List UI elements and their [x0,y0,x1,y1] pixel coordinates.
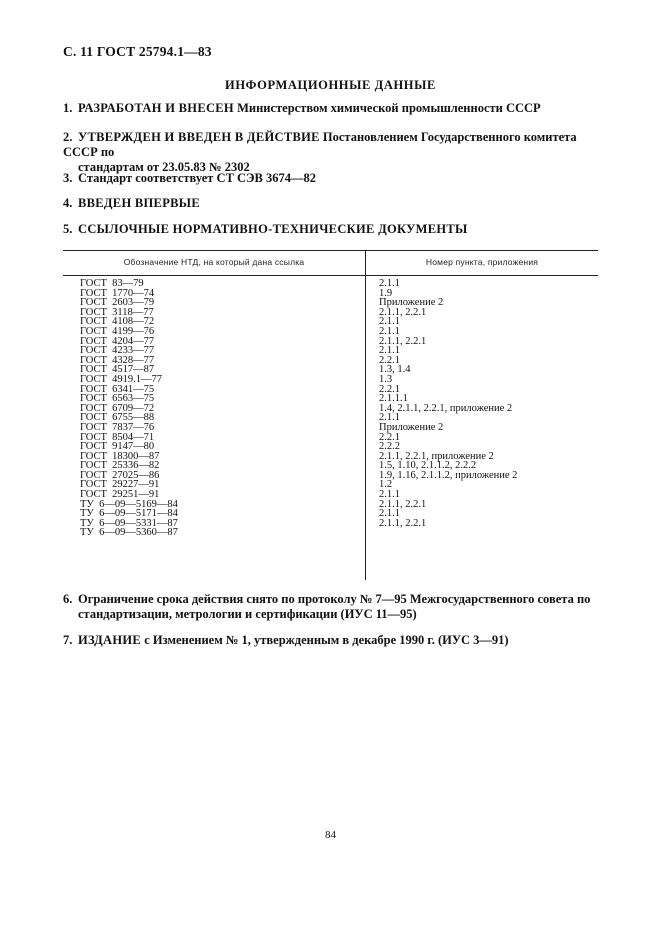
table-cell-clause: 2.1.1, 2.2.1 [379,498,427,510]
table-cell-document: ГОСТ 4204—77 [80,335,155,347]
item-text: Стандарт соответствует СТ СЭВ 3674—82 [78,171,316,185]
table-cell-clause: 2.2.1 [379,431,400,443]
table-row [63,528,598,538]
table-cell-clause: 1.5, 1.10, 2.1.1.2, 2.2.2 [379,460,477,472]
table-cell-document: ГОСТ 29251—91 [80,489,160,501]
table-cell-document: ГОСТ 3118—77 [80,306,154,318]
table-cell-clause: 2.1.1 [379,345,400,357]
table-cell-clause: 2.1.1 [379,278,400,289]
table-cell-document: ТУ 6—09—5169—84 [80,498,178,510]
table-cell-document: ТУ 6—09—5331—87 [80,517,178,529]
table-cell-document: ГОСТ 4919.1—77 [80,373,163,385]
table-cell-clause: 2.1.1 [379,489,400,501]
table-cell-document: ГОСТ 7837—76 [80,421,155,433]
item-number: 3. [63,171,73,185]
table-header-rule [63,275,598,276]
table-cell-clause: 1.4, 2.1.1, 2.2.1, приложение 2 [379,402,513,414]
table-cell-clause: 1.9, 1.16, 2.1.1.2, приложение 2 [379,469,518,481]
item-number: 5. [63,222,73,236]
table-cell-clause: 2.1.1 [379,316,400,328]
table-cell-document: ГОСТ 6563—75 [80,393,155,405]
table-cell-clause: 1.2 [379,479,393,491]
table-cell-document: ГОСТ 1770—74 [80,287,155,299]
table-body [63,279,598,538]
table-cell-document: ГОСТ 8504—71 [80,431,155,443]
table-cell-clause: 2.1.1, 2.2.1 [379,335,427,347]
table-cell-clause: 2.1.1 [379,508,400,520]
table-cell-clause: 2.1.1 [379,325,400,337]
table-header-clause: Номер пункта, приложения [425,257,539,267]
table-cell-clause: 1.3 [379,373,393,385]
item-caps: ВВЕДЕН ВПЕРВЫЕ [78,196,200,210]
item-text: Постановлением Государственного комитета СССР по [63,130,577,159]
table-cell-clause: 2.1.1, 2.2.1 [379,306,427,318]
page-header: С. 11 ГОСТ 25794.1—83 [63,44,212,59]
table-cell-document: ГОСТ 6709—72 [80,402,155,414]
item-caps: ИЗДАНИЕ [78,633,142,647]
table-cell-document: ГОСТ 6341—75 [80,383,155,395]
section-title: ИНФОРМАЦИОННЫЕ ДАННЫЕ [225,78,436,92]
table-cell-document: ГОСТ 2603—79 [80,297,155,309]
info-item-6 [63,592,598,622]
table-cell-document: ГОСТ 27025—86 [80,469,160,481]
table-cell-document: ГОСТ 6755—88 [80,412,155,424]
info-item-5 [63,222,598,237]
table-cell-document: ТУ 6—09—5360—87 [80,527,178,539]
item-continuation: стандартизации, метрологии и сертификации (ИУС 11—95) [78,607,417,621]
table-cell-document: ГОСТ 4517—87 [80,364,155,376]
table-cell-clause: 1.3, 1.4 [379,364,411,376]
item-number: 2. [63,130,73,144]
item-text: Ограничение срока действия снято по протоколу № 7—95 Межгосударственного совета по [78,592,591,606]
item-number: 7. [63,633,73,647]
table-cell-document: ГОСТ 29227—91 [80,479,160,491]
table-cell-document: ГОСТ 4233—77 [80,345,155,357]
info-item-3 [63,171,598,186]
references-table [63,250,598,580]
table-cell-clause: 2.2.1 [379,383,400,395]
info-item-7 [63,633,598,648]
table-cell-clause: 1.9 [379,287,393,299]
table-cell-document: ГОСТ 4328—77 [80,354,155,366]
item-caps: УТВЕРЖДЕН И ВВЕДЕН В ДЕЙСТВИЕ [78,130,320,144]
table-cell-clause: 2.2.2 [379,441,400,453]
table-cell-clause: 2.1.1, 2.2.1 [379,517,427,529]
table-cell-document: ГОСТ 18300—87 [80,450,160,462]
info-item-4 [63,196,598,211]
table-cell-document: ТУ 6—09—5171—84 [80,508,178,520]
table-cell-document: ГОСТ 4199—76 [80,325,155,337]
table-cell-document: ГОСТ 9147—80 [80,441,155,453]
table-cell-document: ГОСТ 83—79 [80,278,144,289]
item-number: 1. [63,101,73,115]
table-top-rule [63,250,598,251]
table-cell-clause: 2.1.1, 2.2.1, приложение 2 [379,450,494,462]
item-caps: РАЗРАБОТАН И ВНЕСЕН [78,101,234,115]
table-cell-clause: 2.1.1.1 [379,393,408,405]
item-number: 4. [63,196,73,210]
page-number: 84 [325,829,336,841]
info-item-1 [63,101,598,116]
table-cell-clause: 2.1.1 [379,412,400,424]
table-header-document: Обозначение НТД, на который дана ссылка [123,257,305,267]
table-cell-clause: 2.2.1 [379,354,400,366]
info-item-2 [63,130,598,175]
table-cell-document: ГОСТ 4108—72 [80,316,155,328]
table-cell-document: ГОСТ 25336—82 [80,460,160,472]
item-caps: ССЫЛОЧНЫЕ НОРМАТИВНО-ТЕХНИЧЕСКИЕ ДОКУМЕНТЫ [78,222,468,236]
item-number: 6. [63,592,73,606]
item-text: с Изменением № 1, утвержденным в декабре 1990 г. (ИУС 3—91) [141,633,509,647]
item-continuation: стандартам от 23.05.83 № 2302 [78,160,250,174]
item-text: Министерством химической промышленности СССР [233,101,541,115]
table-cell-clause: Приложение 2 [379,421,444,433]
table-cell-clause: Приложение 2 [379,297,444,309]
